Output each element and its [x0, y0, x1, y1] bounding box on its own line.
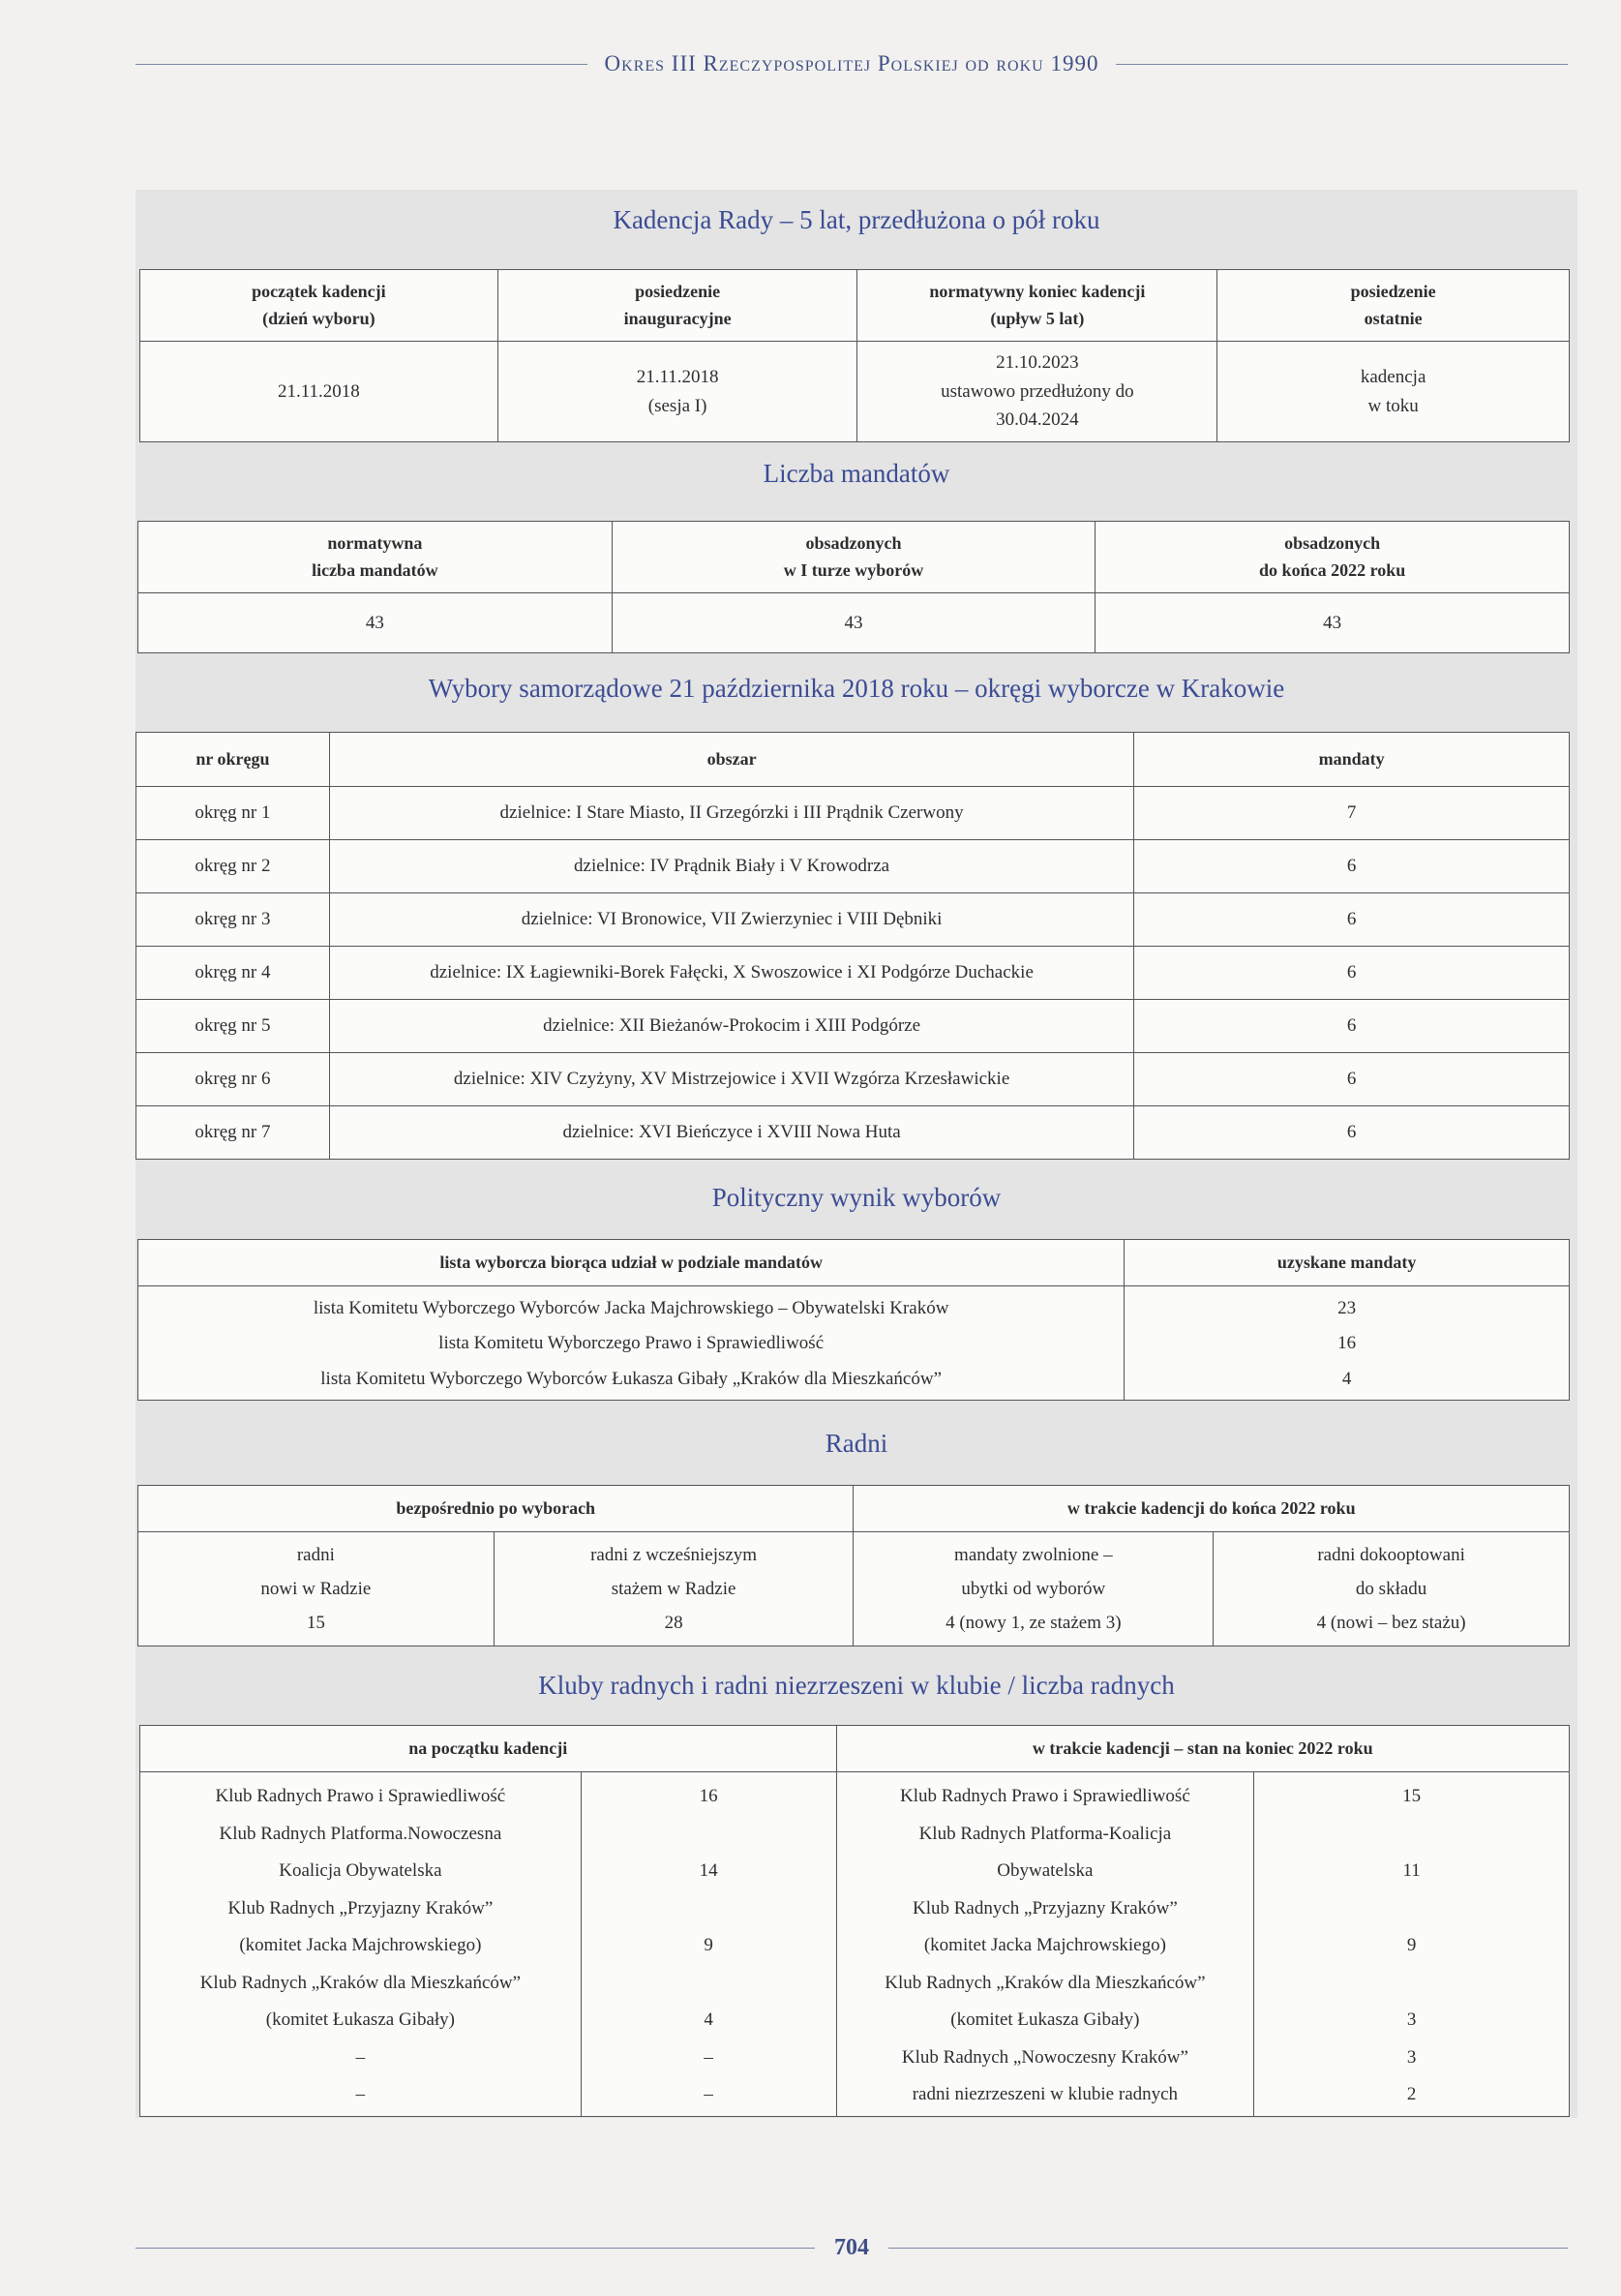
okreg-obszar: dzielnice: XIV Czyżyny, XV Mistrzejowice i XVII Wzgórza Krzesławickie	[329, 1053, 1133, 1106]
okregi-header-cell: mandaty	[1134, 733, 1570, 787]
table-row	[136, 787, 1570, 840]
radni-header-row	[138, 1486, 1570, 1532]
okreg-nr: okręg nr 6	[136, 1053, 330, 1106]
table-row	[138, 1325, 1570, 1362]
mandaty-header-cell: obsadzonych do końca 2022 roku	[1096, 522, 1570, 593]
radni-group-header: w trakcie kadencji do końca 2022 roku	[854, 1486, 1570, 1532]
okreg-obszar: dzielnice: IX Łagiewniki-Borek Fałęcki, X Swoszowice i XI Podgórze Duchackie	[329, 947, 1133, 1000]
page-footer	[135, 2226, 1568, 2269]
okregi-header-cell: obszar	[329, 733, 1133, 787]
kluby-body-row	[140, 1772, 1570, 2117]
okreg-nr: okręg nr 7	[136, 1106, 330, 1160]
kadencja-value-row	[140, 342, 1570, 442]
kadencja-value-cell: kadencja w toku	[1217, 342, 1570, 442]
table-row	[138, 1362, 1570, 1401]
section-title-wynik: Polityczny wynik wyborów	[711, 1183, 1002, 1212]
table-row	[136, 947, 1570, 1000]
kadencja-value-cell: 21.11.2018	[140, 342, 498, 442]
table-row	[136, 1053, 1570, 1106]
kluby-table	[139, 1725, 1570, 2117]
page-number: 704	[834, 2234, 869, 2260]
header-rule-left	[135, 64, 587, 65]
radni-group-header: bezpośrednio po wyborach	[138, 1486, 854, 1532]
okreg-nr: okręg nr 5	[136, 1000, 330, 1053]
kluby-left-names: Klub Radnych Prawo i Sprawiedliwość Klub Radnych Platforma.Nowoczesna Koalicja Obywatelska Klub Radnych „Przyjazny Kraków” (komitet Jacka Majchrowskiego) Klub Radnych „Kraków dla Mieszkańców” (komitet Łukasza Gibały) – –	[140, 1772, 582, 2117]
section-title-mandaty: Liczba mandatów	[763, 459, 950, 488]
radni-cell: mandaty zwolnione – ubytki od wyborów 4 (nowy 1, ze stażem 3)	[854, 1532, 1214, 1646]
kluby-header-row	[140, 1726, 1570, 1772]
okreg-mandaty: 7	[1134, 787, 1570, 840]
wynik-mandaty: 4	[1125, 1362, 1570, 1401]
section-title-kadencja: Kadencja Rady – 5 lat, przedłużona o pół roku	[613, 205, 1100, 234]
mandaty-value-cell: 43	[1096, 593, 1570, 653]
kadencja-table	[139, 269, 1570, 442]
table-row	[138, 1286, 1570, 1325]
mandaty-value-cell: 43	[612, 593, 1096, 653]
okreg-nr: okręg nr 2	[136, 840, 330, 893]
table-row	[136, 893, 1570, 947]
wynik-table	[137, 1239, 1570, 1401]
okreg-obszar: dzielnice: XII Bieżanów-Prokocim i XIII Podgórze	[329, 1000, 1133, 1053]
okreg-mandaty: 6	[1134, 1000, 1570, 1053]
wynik-header-cell: uzyskane mandaty	[1125, 1240, 1570, 1286]
okreg-obszar: dzielnice: I Stare Miasto, II Grzegórzki i III Prądnik Czerwony	[329, 787, 1133, 840]
wynik-lista: lista Komitetu Wyborczego Prawo i Sprawiedliwość	[138, 1325, 1125, 1362]
wynik-lista: lista Komitetu Wyborczego Wyborców Jacka Majchrowskiego – Obywatelski Kraków	[138, 1286, 1125, 1325]
radni-cell: radni z wcześniejszym stażem w Radzie 28	[494, 1532, 854, 1646]
okreg-nr: okręg nr 4	[136, 947, 330, 1000]
okreg-mandaty: 6	[1134, 840, 1570, 893]
kluby-header-cell: w trakcie kadencji – stan na koniec 2022 roku	[836, 1726, 1569, 1772]
footer-rule-right	[888, 2248, 1568, 2249]
radni-value-row	[138, 1532, 1570, 1646]
kadencja-header-cell: normatywny koniec kadencji (upływ 5 lat)	[857, 270, 1217, 342]
mandaty-value-row	[138, 593, 1570, 653]
okreg-obszar: dzielnice: IV Prądnik Biały i V Krowodrza	[329, 840, 1133, 893]
radni-table	[137, 1485, 1570, 1646]
kluby-right-counts: 15 11 9 3 3 2	[1254, 1772, 1570, 2117]
table-row	[136, 1000, 1570, 1053]
section-title-okregi: Wybory samorządowe 21 października 2018 roku – okręgi wyborcze w Krakowie	[428, 674, 1285, 703]
table-row	[136, 840, 1570, 893]
kadencja-header-cell: posiedzenie inauguracyjne	[497, 270, 857, 342]
mandaty-table	[137, 521, 1570, 653]
wynik-mandaty: 16	[1125, 1325, 1570, 1362]
wynik-lista: lista Komitetu Wyborczego Wyborców Łukasza Gibały „Kraków dla Mieszkańców”	[138, 1362, 1125, 1401]
okreg-obszar: dzielnice: VI Bronowice, VII Zwierzyniec i VIII Dębniki	[329, 893, 1133, 947]
radni-cell: radni dokooptowani do składu 4 (nowi – bez stażu)	[1214, 1532, 1570, 1646]
kluby-right-names: Klub Radnych Prawo i Sprawiedliwość Klub Radnych Platforma-Koalicja Obywatelska Klub Radnych „Przyjazny Kraków” (komitet Jacka Majchrowskiego) Klub Radnych „Kraków dla Mieszkańców” (komitet Łukasza Gibały) Klub Radnych „Nowoczesny Kraków” radni niezrzeszeni w klubie radnych	[836, 1772, 1254, 2117]
kadencja-header-cell: posiedzenie ostatnie	[1217, 270, 1570, 342]
table-row	[136, 1106, 1570, 1160]
wynik-header-row	[138, 1240, 1570, 1286]
okreg-nr: okręg nr 3	[136, 893, 330, 947]
okregi-header-cell: nr okręgu	[136, 733, 330, 787]
footer-rule-left	[135, 2248, 815, 2249]
okreg-obszar: dzielnice: XVI Bieńczyce i XVIII Nowa Huta	[329, 1106, 1133, 1160]
mandaty-value-cell: 43	[138, 593, 613, 653]
kadencja-header-cell: początek kadencji (dzień wyboru)	[140, 270, 498, 342]
okregi-table	[135, 732, 1570, 1160]
section-title-kluby: Kluby radnych i radni niezrzeszeni w klubie / liczba radnych	[538, 1671, 1175, 1700]
okreg-mandaty: 6	[1134, 1106, 1570, 1160]
kadencja-value-cell: 21.10.2023 ustawowo przedłużony do 30.04.2024	[857, 342, 1217, 442]
okreg-mandaty: 6	[1134, 947, 1570, 1000]
header-rule-right	[1116, 64, 1568, 65]
okreg-mandaty: 6	[1134, 893, 1570, 947]
mandaty-header-cell: normatywna liczba mandatów	[138, 522, 613, 593]
section-title-radni: Radni	[825, 1429, 888, 1458]
radni-cell: radni nowi w Radzie 15	[138, 1532, 495, 1646]
mandaty-header-cell: obsadzonych w I turze wyborów	[612, 522, 1096, 593]
kluby-left-counts: 16 14 9 4 – –	[581, 1772, 836, 2117]
okreg-nr: okręg nr 1	[136, 787, 330, 840]
kadencja-value-cell: 21.11.2018 (sesja I)	[497, 342, 857, 442]
wynik-mandaty: 23	[1125, 1286, 1570, 1325]
kadencja-header-row	[140, 270, 1570, 342]
running-title: Okres III Rzeczypospolitej Polskiej od roku 1990	[604, 51, 1099, 76]
wynik-header-cell: lista wyborcza biorąca udział w podziale mandatów	[138, 1240, 1125, 1286]
kluby-header-cell: na początku kadencji	[140, 1726, 837, 1772]
running-header	[135, 45, 1568, 83]
okregi-header-row	[136, 733, 1570, 787]
mandaty-header-row	[138, 522, 1570, 593]
okreg-mandaty: 6	[1134, 1053, 1570, 1106]
